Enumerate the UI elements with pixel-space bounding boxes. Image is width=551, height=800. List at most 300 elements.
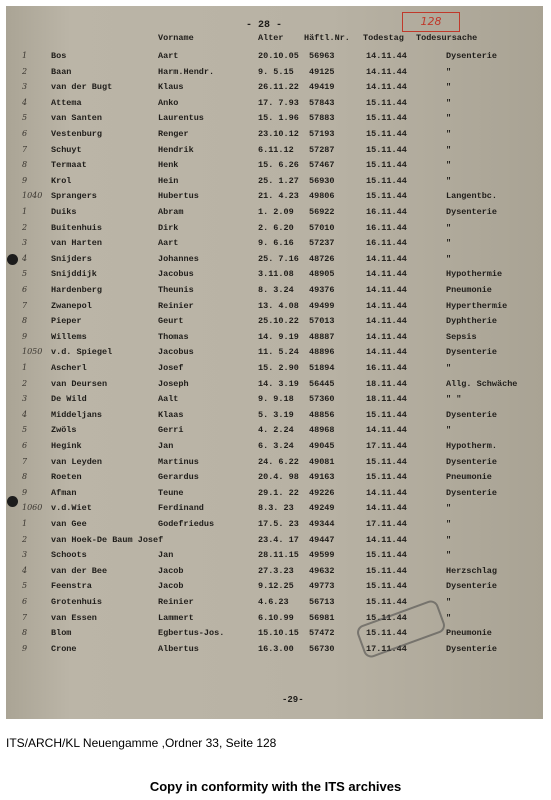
cause-of-death: " bbox=[446, 503, 452, 514]
cause-of-death: Pneumonie bbox=[446, 628, 492, 639]
death-date: 16.11.44 bbox=[366, 222, 407, 233]
firstname: Aart bbox=[158, 238, 179, 249]
firstname: Joseph bbox=[158, 378, 189, 389]
cause-of-death: Dysenterie bbox=[446, 51, 498, 61]
table-row bbox=[6, 595, 543, 609]
prisoner-number: 56445 bbox=[309, 378, 335, 389]
table-row bbox=[6, 267, 543, 281]
death-date: 15.11.44 bbox=[366, 175, 407, 186]
firstname: Ferdinand bbox=[158, 503, 204, 514]
prisoner-number: 49599 bbox=[309, 550, 335, 561]
table-row bbox=[6, 314, 543, 328]
firstname: Reinier bbox=[158, 597, 194, 607]
birth-date: 28.11.15 bbox=[258, 550, 299, 561]
table-row bbox=[6, 205, 543, 219]
death-date: 16.11.44 bbox=[366, 363, 407, 373]
firstname: Lammert bbox=[158, 612, 194, 623]
prisoner-number: 57843 bbox=[309, 97, 335, 108]
death-date: 14.11.44 bbox=[366, 82, 407, 93]
death-date: 15.11.44 bbox=[366, 113, 407, 124]
row-number: 1 bbox=[22, 363, 28, 372]
surname: van Essen bbox=[51, 612, 97, 623]
birth-date: 6.11.12 bbox=[258, 144, 294, 155]
birth-date: 9.12.25 bbox=[258, 581, 294, 592]
row-number: 4 bbox=[22, 409, 28, 419]
prisoner-number: 49499 bbox=[309, 300, 335, 311]
birth-date: 16.3.00 bbox=[258, 643, 294, 654]
prisoner-number: 49806 bbox=[309, 191, 335, 202]
prisoner-number: 49376 bbox=[309, 285, 335, 295]
firstname: Thomas bbox=[158, 331, 189, 342]
cause-of-death: " bbox=[446, 597, 452, 607]
surname: Blom bbox=[51, 628, 72, 639]
row-number: 9 bbox=[22, 175, 28, 185]
cause-of-death: " bbox=[446, 612, 452, 623]
firstname: Hendrik bbox=[158, 144, 194, 155]
birth-date: 9. 9.18 bbox=[258, 394, 294, 405]
surname: Bos bbox=[51, 51, 67, 61]
table-row bbox=[6, 501, 543, 515]
firstname: Jan bbox=[158, 441, 174, 451]
row-number: 4 bbox=[22, 97, 28, 107]
row-number: 2 bbox=[22, 378, 28, 388]
birth-date: 14. 9.19 bbox=[258, 331, 299, 342]
prisoner-number: 56730 bbox=[309, 643, 335, 654]
table-row bbox=[6, 548, 543, 562]
surname: van der Bugt bbox=[51, 82, 113, 93]
surname: Buitenhuis bbox=[51, 222, 103, 233]
table-row bbox=[6, 377, 543, 391]
firstname: Godefriedus bbox=[158, 519, 215, 529]
header-death-date: Todestag bbox=[363, 33, 404, 43]
death-date: 15.11.44 bbox=[366, 144, 407, 155]
death-date: 14.11.44 bbox=[366, 316, 407, 327]
prisoner-number: 57237 bbox=[309, 238, 335, 249]
firstname: Harm.Hendr. bbox=[158, 66, 215, 77]
table-row bbox=[6, 626, 543, 640]
cause-of-death: Dysenterie bbox=[446, 409, 498, 420]
death-date: 15.11.44 bbox=[366, 472, 407, 483]
table-row bbox=[6, 470, 543, 484]
row-number: 4 bbox=[22, 253, 28, 263]
prisoner-number: 48726 bbox=[309, 253, 335, 264]
death-date: 17.11.44 bbox=[366, 519, 407, 529]
cause-of-death: Hyperthermie bbox=[446, 300, 508, 311]
cause-of-death: Dyphtherie bbox=[446, 316, 498, 327]
birth-date: 17. 7.93 bbox=[258, 97, 299, 108]
surname: Afman bbox=[51, 487, 77, 498]
firstname: Dirk bbox=[158, 222, 179, 233]
cause-of-death: " bbox=[446, 129, 452, 139]
birth-date: 17.5. 23 bbox=[258, 519, 299, 529]
prisoner-number: 49773 bbox=[309, 581, 335, 592]
death-date: 15.11.44 bbox=[366, 409, 407, 420]
prisoner-number: 57883 bbox=[309, 113, 335, 124]
cause-of-death: Hypothermie bbox=[446, 269, 503, 280]
surname: van Harten bbox=[51, 238, 103, 249]
prisoner-number: 57013 bbox=[309, 316, 335, 327]
death-date: 14.11.44 bbox=[366, 269, 407, 280]
table-row bbox=[6, 330, 543, 344]
birth-date: 26.11.22 bbox=[258, 82, 299, 93]
document-scan bbox=[6, 6, 543, 719]
prisoner-number: 56922 bbox=[309, 207, 335, 217]
header-firstname: Vorname bbox=[158, 33, 194, 43]
cause-of-death: Langentbc. bbox=[446, 191, 498, 202]
table-row bbox=[6, 579, 543, 593]
row-number: 6 bbox=[22, 129, 28, 138]
table-row bbox=[6, 174, 543, 188]
table-row bbox=[6, 65, 543, 79]
surname: Schoots bbox=[51, 550, 87, 561]
table-row bbox=[6, 345, 543, 359]
cause-of-death: Pneumonie bbox=[446, 472, 492, 483]
prisoner-number: 57467 bbox=[309, 160, 335, 171]
firstname: Aalt bbox=[158, 394, 179, 405]
death-date: 14.11.44 bbox=[366, 253, 407, 264]
cause-of-death: Dysenterie bbox=[446, 487, 498, 498]
prisoner-number: 57010 bbox=[309, 222, 335, 233]
surname: van Gee bbox=[51, 519, 87, 529]
table-row bbox=[6, 127, 543, 141]
death-date: 15.11.44 bbox=[366, 550, 407, 561]
row-number: 7 bbox=[22, 456, 28, 466]
cause-of-death: " bbox=[446, 550, 452, 561]
prisoner-number: 49249 bbox=[309, 503, 335, 514]
prisoner-number: 49226 bbox=[309, 487, 335, 498]
death-date: 14.11.44 bbox=[366, 300, 407, 311]
surname: Willems bbox=[51, 331, 87, 342]
surname: Zwöls bbox=[51, 425, 77, 436]
death-date: 17.11.44 bbox=[366, 441, 407, 451]
prisoner-number: 57360 bbox=[309, 394, 335, 405]
birth-date: 14. 3.19 bbox=[258, 378, 299, 389]
row-number: 8 bbox=[22, 472, 28, 482]
birth-date: 6. 3.24 bbox=[258, 441, 294, 451]
table-row bbox=[6, 439, 543, 453]
death-date: 14.11.44 bbox=[366, 425, 407, 436]
prisoner-number: 57287 bbox=[309, 144, 335, 155]
punch-hole bbox=[7, 254, 18, 265]
prisoner-number: 56930 bbox=[309, 175, 335, 186]
cause-of-death: " bbox=[446, 238, 452, 249]
birth-date: 8.3. 23 bbox=[258, 503, 294, 514]
surname: Crone bbox=[51, 643, 77, 654]
death-date: 14.11.44 bbox=[366, 51, 407, 61]
prisoner-number: 48896 bbox=[309, 347, 335, 358]
row-number: 6 bbox=[22, 285, 28, 294]
birth-date: 23.10.12 bbox=[258, 129, 299, 139]
archive-reference-caption: ITS/ARCH/KL Neuengamme ,Ordner 33, Seite 128 bbox=[6, 736, 277, 750]
firstname: Henk bbox=[158, 160, 179, 171]
death-date: 15.11.44 bbox=[366, 160, 407, 171]
firstname: Johannes bbox=[158, 253, 199, 264]
birth-date: 9. 6.16 bbox=[258, 238, 294, 249]
firstname: Aart bbox=[158, 51, 179, 61]
page-number-top: - 28 - bbox=[246, 20, 283, 31]
surname: Hegink bbox=[51, 441, 82, 451]
cause-of-death: " " bbox=[446, 394, 462, 405]
surname: Hardenberg bbox=[51, 285, 103, 295]
surname: Sprangers bbox=[51, 191, 97, 202]
table-row bbox=[6, 486, 543, 500]
table-row bbox=[6, 111, 543, 125]
row-number: 2 bbox=[22, 66, 28, 76]
firstname: Klaus bbox=[158, 82, 184, 93]
prisoner-number: 48905 bbox=[309, 269, 335, 280]
firstname: Egbertus-Jos. bbox=[158, 628, 225, 639]
surname: Krol bbox=[51, 175, 72, 186]
surname: Roeten bbox=[51, 472, 82, 483]
birth-date: 6.10.99 bbox=[258, 612, 294, 623]
prisoner-number: 48887 bbox=[309, 331, 335, 342]
cause-of-death: Dysenterie bbox=[446, 643, 498, 654]
cause-of-death: " bbox=[446, 66, 452, 77]
firstname: Teune bbox=[158, 487, 184, 498]
firstname: Renger bbox=[158, 129, 189, 139]
row-number: 9 bbox=[22, 331, 28, 341]
death-date: 15.11.44 bbox=[366, 191, 407, 202]
firstname: Jacob bbox=[158, 565, 184, 576]
row-number: 1040 bbox=[22, 191, 43, 201]
cause-of-death: Dysenterie bbox=[446, 581, 498, 592]
birth-date: 29.1. 22 bbox=[258, 487, 299, 498]
firstname: Jan bbox=[158, 550, 174, 561]
cause-of-death: " bbox=[446, 97, 452, 108]
birth-date: 3.11.08 bbox=[258, 269, 294, 280]
firstname: Anko bbox=[158, 97, 179, 108]
birth-date: 20.10.05 bbox=[258, 51, 299, 61]
row-number: 1060 bbox=[22, 503, 43, 513]
prisoner-number: 48968 bbox=[309, 425, 335, 436]
table-row bbox=[6, 283, 543, 297]
table-row bbox=[6, 49, 543, 63]
row-number: 5 bbox=[22, 425, 28, 435]
table-row bbox=[6, 158, 543, 172]
birth-date: 27.3.23 bbox=[258, 565, 294, 576]
birth-date: 20.4. 98 bbox=[258, 472, 299, 483]
row-number: 9 bbox=[22, 643, 28, 653]
death-date: 18.11.44 bbox=[366, 378, 407, 389]
row-number: 2 bbox=[22, 534, 28, 544]
surname: De Wild bbox=[51, 394, 87, 405]
surname: van Deursen bbox=[51, 378, 108, 389]
prisoner-number: 49081 bbox=[309, 456, 335, 467]
row-number: 3 bbox=[22, 238, 28, 248]
row-number: 3 bbox=[22, 550, 28, 560]
cause-of-death: " bbox=[446, 519, 452, 529]
table-row bbox=[6, 455, 543, 469]
birth-date: 15. 2.90 bbox=[258, 363, 299, 373]
firstname: Jacobus bbox=[158, 269, 194, 280]
firstname: Martinus bbox=[158, 456, 199, 467]
cause-of-death: Sepsis bbox=[446, 331, 477, 342]
birth-date: 24. 6.22 bbox=[258, 456, 299, 467]
birth-date: 21. 4.23 bbox=[258, 191, 299, 202]
firstname: Hubertus bbox=[158, 191, 199, 202]
row-number: 1 bbox=[22, 51, 28, 60]
row-number: 2 bbox=[22, 222, 28, 232]
row-number: 5 bbox=[22, 581, 28, 591]
table-row bbox=[6, 236, 543, 250]
death-date: 14.11.44 bbox=[366, 347, 407, 358]
death-date: 14.11.44 bbox=[366, 66, 407, 77]
prisoner-number: 49344 bbox=[309, 519, 335, 529]
table-row bbox=[6, 143, 543, 157]
row-number: 7 bbox=[22, 612, 28, 622]
surname: v.d.Wiet bbox=[51, 503, 92, 514]
row-number: 8 bbox=[22, 316, 28, 326]
cause-of-death: Allg. Schwäche bbox=[446, 378, 518, 389]
cause-of-death: Dysenterie bbox=[446, 456, 498, 467]
prisoner-number: 49447 bbox=[309, 534, 335, 545]
row-number: 8 bbox=[22, 160, 28, 170]
row-number: 1050 bbox=[22, 347, 43, 357]
death-date: 15.11.44 bbox=[366, 581, 407, 592]
death-date: 14.11.44 bbox=[366, 503, 407, 514]
death-date: 16.11.44 bbox=[366, 238, 407, 249]
prisoner-number: 49419 bbox=[309, 82, 335, 93]
firstname: Laurentus bbox=[158, 113, 204, 124]
birth-date: 9. 5.15 bbox=[258, 66, 294, 77]
table-row bbox=[6, 642, 543, 656]
firstname: Theunis bbox=[158, 285, 194, 295]
archive-number: 128 bbox=[402, 12, 460, 32]
death-date: 14.11.44 bbox=[366, 534, 407, 545]
birth-date: 4. 2.24 bbox=[258, 425, 294, 436]
cause-of-death: " bbox=[446, 222, 452, 233]
surname: Duiks bbox=[51, 207, 77, 217]
death-date: 15.11.44 bbox=[366, 97, 407, 108]
cause-of-death: " bbox=[446, 534, 452, 545]
prisoner-number: 49045 bbox=[309, 441, 335, 451]
table-row bbox=[6, 221, 543, 235]
page-number-bottom: -29- bbox=[282, 695, 304, 705]
death-date: 14.11.44 bbox=[366, 487, 407, 498]
surname: Attema bbox=[51, 97, 82, 108]
table-row bbox=[6, 408, 543, 422]
row-number: 6 bbox=[22, 597, 28, 606]
prisoner-number: 49632 bbox=[309, 565, 335, 576]
row-number: 3 bbox=[22, 394, 28, 404]
birth-date: 2. 6.20 bbox=[258, 222, 294, 233]
row-number: 4 bbox=[22, 565, 28, 575]
surname: Termaat bbox=[51, 160, 87, 171]
surname: Schuyt bbox=[51, 144, 82, 155]
table-row bbox=[6, 392, 543, 406]
prisoner-number: 57472 bbox=[309, 628, 335, 639]
firstname: Josef bbox=[158, 363, 184, 373]
surname: Middeljans bbox=[51, 409, 103, 420]
death-date: 16.11.44 bbox=[366, 207, 407, 217]
row-number: 1 bbox=[22, 519, 28, 528]
birth-date: 11. 5.24 bbox=[258, 347, 299, 358]
table-row bbox=[6, 80, 543, 94]
firstname: Geurt bbox=[158, 316, 184, 327]
cause-of-death: Hypotherm. bbox=[446, 441, 498, 451]
birth-date: 5. 3.19 bbox=[258, 409, 294, 420]
row-number: 9 bbox=[22, 487, 28, 497]
table-row bbox=[6, 299, 543, 313]
prisoner-number: 49125 bbox=[309, 66, 335, 77]
surname: Ascherl bbox=[51, 363, 87, 373]
table-row bbox=[6, 517, 543, 531]
cause-of-death: " bbox=[446, 363, 452, 373]
table-row bbox=[6, 533, 543, 547]
death-date: 15.11.44 bbox=[366, 456, 407, 467]
birth-date: 25. 1.27 bbox=[258, 175, 299, 186]
surname: Baan bbox=[51, 66, 72, 77]
birth-date: 1. 2.09 bbox=[258, 207, 294, 217]
surname: Feenstra bbox=[51, 581, 92, 592]
cause-of-death: Dysenterie bbox=[446, 207, 498, 217]
table-row bbox=[6, 423, 543, 437]
surname: Pieper bbox=[51, 316, 82, 327]
death-date: 17.11.44 bbox=[366, 643, 407, 654]
birth-date: 25.10.22 bbox=[258, 316, 299, 327]
cause-of-death: Herzschlag bbox=[446, 565, 498, 576]
firstname: Klaas bbox=[158, 409, 184, 420]
table-row bbox=[6, 361, 543, 375]
row-number: 7 bbox=[22, 300, 28, 310]
prisoner-number: 57193 bbox=[309, 129, 335, 139]
birth-date: 4.6.23 bbox=[258, 597, 289, 607]
death-date: 14.11.44 bbox=[366, 285, 407, 295]
surname: Snijddijk bbox=[51, 269, 97, 280]
prisoner-number: 56963 bbox=[309, 51, 335, 61]
cause-of-death: Pneumonie bbox=[446, 285, 492, 295]
punch-hole bbox=[7, 496, 18, 507]
prisoner-number: 48856 bbox=[309, 409, 335, 420]
surname: Grotenhuis bbox=[51, 597, 103, 607]
row-number: 1 bbox=[22, 207, 28, 216]
cause-of-death: " bbox=[446, 253, 452, 264]
row-number: 5 bbox=[22, 269, 28, 279]
firstname: Reinier bbox=[158, 300, 194, 311]
row-number: 6 bbox=[22, 441, 28, 450]
prisoner-number: 51894 bbox=[309, 363, 335, 373]
firstname: Jacob bbox=[158, 581, 184, 592]
cause-of-death: " bbox=[446, 425, 452, 436]
firstname: Abram bbox=[158, 207, 184, 217]
conformity-caption: Copy in conformity with the ITS archives bbox=[149, 779, 402, 794]
birth-date: 15. 6.26 bbox=[258, 160, 299, 171]
header-cause: Todesursache bbox=[416, 33, 478, 43]
row-number: 8 bbox=[22, 628, 28, 638]
birth-date: 15. 1.96 bbox=[258, 113, 299, 124]
table-row bbox=[6, 564, 543, 578]
firstname: Gerri bbox=[158, 425, 184, 436]
header-age: Alter bbox=[258, 33, 284, 43]
cause-of-death: " bbox=[446, 144, 452, 155]
header-prisoner-no: Häftl.Nr. bbox=[304, 33, 350, 43]
surname: Zwanepol bbox=[51, 300, 92, 311]
cause-of-death: Dysenterie bbox=[446, 347, 498, 358]
surname: van Santen bbox=[51, 113, 103, 124]
table-row bbox=[6, 189, 543, 203]
birth-date: 15.10.15 bbox=[258, 628, 299, 639]
surname: v.d. Spiegel bbox=[51, 347, 113, 358]
prisoner-number: 56713 bbox=[309, 597, 335, 607]
surname: van Hoek-De Baum Josef bbox=[51, 534, 164, 545]
firstname: Albertus bbox=[158, 643, 199, 654]
surname: Snijders bbox=[51, 253, 92, 264]
row-number: 3 bbox=[22, 82, 28, 92]
death-date: 15.11.44 bbox=[366, 628, 407, 639]
cause-of-death: " bbox=[446, 160, 452, 171]
table-row bbox=[6, 252, 543, 266]
death-date: 15.11.44 bbox=[366, 597, 407, 607]
